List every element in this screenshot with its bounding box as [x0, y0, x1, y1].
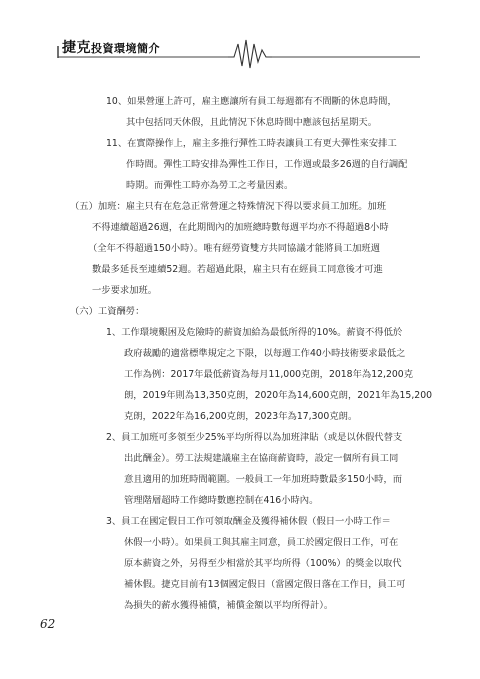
text-line: 10、如果營運上許可，雇主應讓所有員工每週都有不間斷的休息時間，: [106, 96, 397, 107]
text-line: 管理階層超時工作總時數應控制在416小時內。: [124, 495, 319, 506]
text-line: 3、員工在國定假日工作可領取酬金及獲得補休假（假日一小時工作＝: [106, 516, 391, 527]
text-line: 原本薪資之外，另得至少相當於其平均所得（100%）的獎金以取代: [124, 558, 402, 569]
text-line: 補休假。捷克目前有13個國定假日（當國定假日落在工作日，員工可: [124, 579, 406, 590]
text-line: 2、員工加班可多領至少25%平均所得以為加班津貼（或是以休假代替支: [106, 432, 403, 443]
text-line: 1、工作環境艱困及危險時的薪資加給為最低所得的10%。薪資不得低於: [106, 327, 403, 338]
text-line: 政府裁勵的適當標準規定之下限，以每週工作40小時技術要求最低之: [124, 348, 406, 359]
page-number: 62: [40, 617, 56, 631]
text-line: 11、在實際操作上，雇主多推行彈性工時表讓員工有更大彈性來安排工: [106, 138, 397, 149]
text-line: 一步要求加班。: [92, 285, 158, 296]
text-line: 意且適用的加班時間範圍。一般員工一年加班時數最多150小時，而: [124, 474, 403, 485]
text-line: 作時間。彈性工時安排為彈性工作日，工作週或最多26週的自行調配: [126, 159, 408, 170]
header-title-main: 捷克: [62, 40, 91, 56]
text-line: 休假一小時）。如果員工與其雇主同意，員工於國定假日工作，可在: [124, 537, 399, 548]
text-line: 朗，2019年則為13,350克朗，2020年為14,600克朗，2021年為15,200: [124, 390, 433, 401]
text-line: 不得連續超過26週，在此期間內的加班總時數每週平均亦不得超過8小時: [92, 222, 389, 233]
text-line: （全年不得超過150小時）。唯有經勞資雙方共同協議才能將員工加班週: [88, 243, 381, 254]
text-line: 時期。而彈性工時亦為勞工之考量因素。: [126, 180, 294, 191]
text-line: 工作為例：2017年最低薪資為每月11,000克朗，2018年為12,200克: [124, 369, 414, 380]
text-line: 出此酬金）。勞工法規建議雇主在協商薪資時，設定一個所有員工同: [124, 453, 399, 464]
text-line: （五）加班：雇主只有在危急正常營運之特殊情況下得以要求員工加班。加班: [70, 201, 387, 212]
text-line: 為損失的薪水獲得補償，補償金額以平均所得計）。: [124, 600, 334, 611]
header-title-sub: 投資環境簡介: [91, 42, 160, 55]
text-line: （六）工資酬勞：: [70, 306, 145, 317]
text-line: 克朗，2022年為16,200克朗，2023年為17,300克朗。: [124, 411, 358, 422]
text-line: 數最多延長至連續52週。若超過此限，雇主只有在經員工同意後才可進: [92, 264, 383, 275]
text-line: 其中包括同天休假，且此情況下休息時間中應該包括星期天。: [126, 117, 378, 128]
